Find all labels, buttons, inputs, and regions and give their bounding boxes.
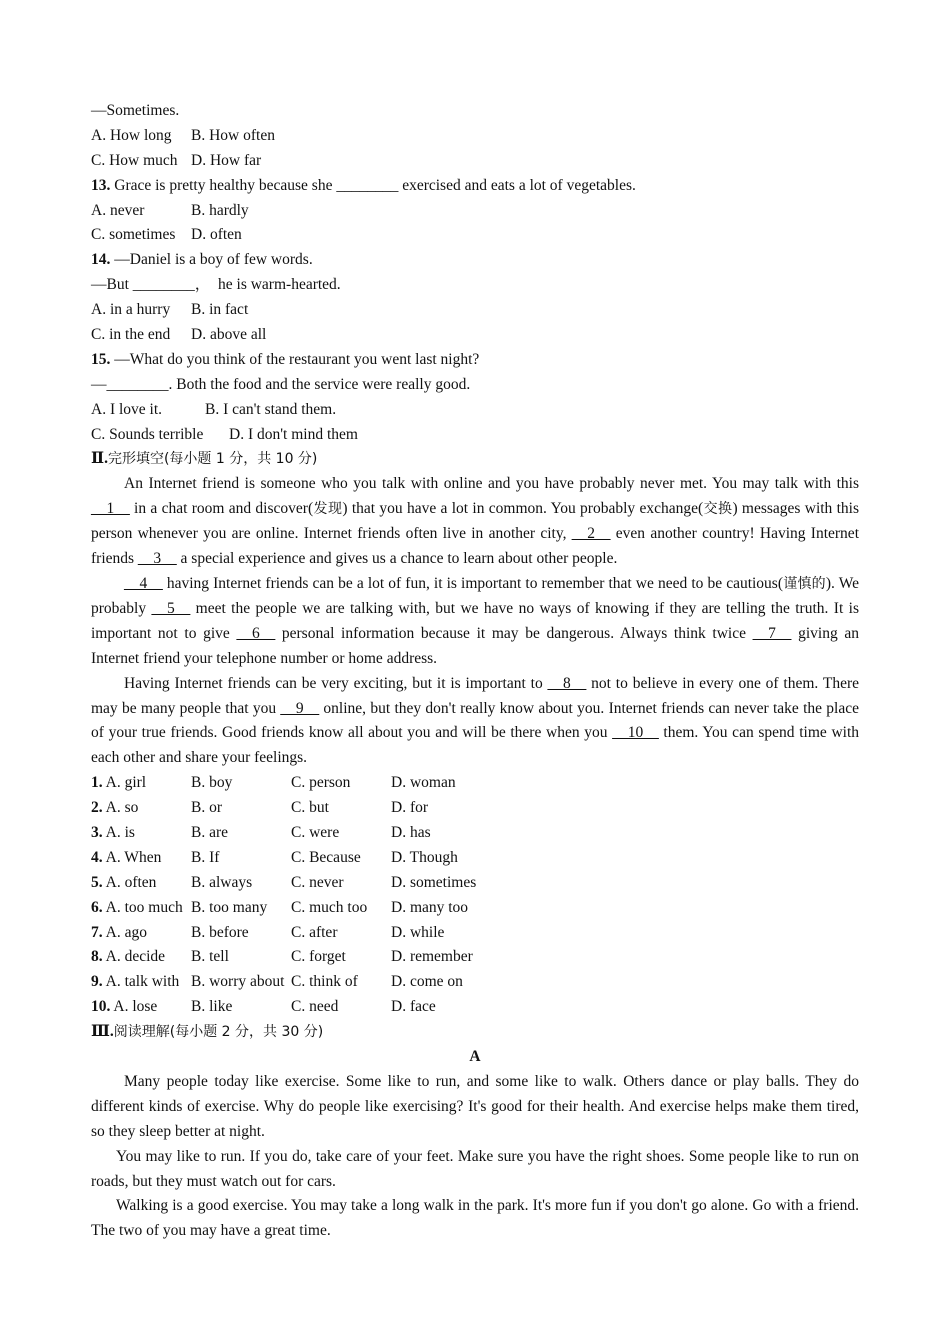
reading-a-heading: A xyxy=(469,1048,481,1066)
option-b: B. always xyxy=(191,873,253,891)
cloze-blank-4: __4__ xyxy=(124,574,163,592)
cloze-text: giving an Internet friend your telephone number or home address. xyxy=(91,624,859,667)
option-b: B. tell xyxy=(191,948,229,966)
section2-score: (每小题 1 分，共 10 分) xyxy=(163,451,318,468)
option-c: C. think of xyxy=(291,973,358,991)
q13-text: Grace is pretty healthy because she ________ exercised and eats a lot of vegetables. xyxy=(110,176,636,194)
cloze-text: ). We probably xyxy=(91,574,860,617)
q14-stem2: —But ________， he is warm-hearted. xyxy=(91,276,341,294)
q13-stem xyxy=(91,174,859,199)
q14-option-d: D. above all xyxy=(191,326,267,344)
option-c: C. were xyxy=(291,824,340,842)
cloze-blank-1: __1__ xyxy=(91,500,130,518)
item-number: 1. xyxy=(91,774,103,792)
cloze-option-row xyxy=(91,945,859,970)
cloze-option-row xyxy=(91,796,859,821)
option-c: C. never xyxy=(291,873,344,891)
option-a-text: A. decide xyxy=(102,948,166,966)
cloze-blank-9: __9__ xyxy=(280,699,320,717)
option-d: D. while xyxy=(391,923,445,941)
q13-number: 13. xyxy=(91,176,111,194)
cloze-blank-6: __6__ xyxy=(236,624,276,642)
cloze-option-row xyxy=(91,771,859,796)
cloze-text: not to believe in every one of them. There may be many people that you xyxy=(91,674,859,717)
q13-options-row1 xyxy=(91,199,859,224)
q13-option-c: C. sometimes xyxy=(91,226,176,244)
option-d: D. woman xyxy=(391,774,456,792)
q14-stem xyxy=(91,248,859,273)
cloze-blank-2: __2__ xyxy=(571,525,611,543)
option-c: C. need xyxy=(291,998,339,1016)
cloze-options xyxy=(91,771,859,1020)
q15-option-c: C. Sounds terrible xyxy=(91,425,204,443)
cloze-paragraph-1 xyxy=(91,472,859,572)
q12-answer: —Sometimes. xyxy=(91,102,180,119)
cloze-text: meet the people we are talking with, but we have no ways of knowing if they are telling the truth. It is important not to give xyxy=(91,599,859,642)
cloze-option-row xyxy=(91,921,859,946)
q15-option-d: D. I don't mind them xyxy=(229,425,358,443)
q12-option-d: D. How far xyxy=(191,151,262,169)
reading-a-paragraph-1: Many people today like exercise. Some like to run, and some like to walk. Others dance or play balls. They do different kinds of exercise. Why do people like exercising? It's good for their health. And exercise helps make them tired, so they sleep better at night. xyxy=(91,1072,859,1140)
option-d: D. many too xyxy=(391,898,469,916)
option-b: B. If xyxy=(191,848,220,866)
option-c: C. much too xyxy=(291,898,368,916)
cloze-text: Having Internet friends can be very exciting, but it is important to xyxy=(124,674,548,692)
option-b: B. before xyxy=(191,923,249,941)
cloze-text: ) messages with this person whenever you are online. Internet friends often live in another city, xyxy=(91,500,860,543)
page-content xyxy=(91,99,859,1244)
option-a-text: A. girl xyxy=(102,774,147,792)
option-d: D. Though xyxy=(391,848,458,866)
q14-number: 14. xyxy=(91,251,111,269)
reading-a-paragraph-3: Walking is a good exercise. You may take a long walk in the park. It's more fun if you don't go alone. Go with a friend. The two of you may have a great time. xyxy=(91,1197,859,1240)
cloze-blank-10: __10__ xyxy=(612,724,659,742)
cloze-option-row xyxy=(91,846,859,871)
q13-option-d: D. often xyxy=(191,226,242,244)
option-a-text: A. lose xyxy=(110,998,158,1016)
option-d: D. for xyxy=(391,799,429,817)
option-a xyxy=(91,821,191,846)
option-c: C. person xyxy=(291,774,351,792)
section3-score: (每小题 2 分，共 30 分) xyxy=(169,1024,324,1041)
option-a-text: A. ago xyxy=(102,923,147,941)
cloze-text: a special experience and gives us a chance to learn about other people. xyxy=(176,550,618,568)
q15-stem2: —________. Both the food and the service were really good. xyxy=(91,375,471,393)
option-a xyxy=(91,995,191,1020)
cloze-text: them. You can spend time with each other and share your feelings. xyxy=(91,724,859,767)
q15-number: 15. xyxy=(91,350,111,368)
cloze-option-row xyxy=(91,970,859,995)
q12-option-a: A. How long xyxy=(91,126,172,144)
option-a xyxy=(91,871,191,896)
option-a xyxy=(91,921,191,946)
option-a xyxy=(91,970,191,995)
option-b: B. or xyxy=(191,799,222,817)
option-a xyxy=(91,846,191,871)
option-b: B. worry about xyxy=(191,973,285,991)
cloze-text: personal information because it may be dangerous. Always think twice xyxy=(275,624,753,642)
item-number: 9. xyxy=(91,973,103,991)
reading-a-paragraph-2: You may like to run. If you do, take care of your feet. Make sure you have the right shoes. Some people like to run on roads, but they must watch out for cars. xyxy=(91,1147,859,1190)
q12-option-b: B. How often xyxy=(191,126,275,144)
option-b: B. boy xyxy=(191,774,233,792)
cloze-blank-3: __3__ xyxy=(137,550,177,568)
option-d: D. sometimes xyxy=(391,873,477,891)
option-a xyxy=(91,945,191,970)
cloze-paragraph-2 xyxy=(91,572,859,672)
q15-option-a: A. I love it. xyxy=(91,400,163,418)
item-number: 10. xyxy=(91,998,111,1016)
option-a-text: A. too much xyxy=(102,898,183,916)
q14-text: —Daniel is a boy of few words. xyxy=(110,251,313,269)
item-number: 2. xyxy=(91,799,103,817)
cloze-paragraph-3 xyxy=(91,672,859,772)
option-b: B. are xyxy=(191,824,229,842)
q14-option-a: A. in a hurry xyxy=(91,301,171,319)
cloze-text: in a chat room and discover( xyxy=(129,500,314,518)
option-d: D. remember xyxy=(391,948,473,966)
cloze-blank-8: __8__ xyxy=(547,674,587,692)
option-b: B. like xyxy=(191,998,233,1016)
cloze-option-row xyxy=(91,821,859,846)
cloze-blank-5: __5__ xyxy=(151,599,191,617)
section3-title: 阅读理解 xyxy=(113,1024,170,1041)
cloze-text: having Internet friends can be a lot of fun, it is important to remember that we need to be cautious( xyxy=(162,574,784,592)
section2-heading xyxy=(91,447,859,472)
option-a-text: A. talk with xyxy=(102,973,180,991)
q13-option-a: A. never xyxy=(91,201,145,219)
q14-option-b: B. in fact xyxy=(191,301,249,319)
option-a xyxy=(91,896,191,921)
option-c: C. but xyxy=(291,799,329,817)
q12-options-row2 xyxy=(91,149,859,174)
cloze-option-row xyxy=(91,896,859,921)
cloze-gloss: 发现 xyxy=(313,501,343,518)
option-a-text: A. When xyxy=(102,848,162,866)
item-number: 7. xyxy=(91,923,103,941)
section3-heading xyxy=(91,1020,859,1045)
option-c: C. after xyxy=(291,923,338,941)
option-d: D. has xyxy=(391,824,431,842)
cloze-gloss: 交换 xyxy=(703,501,733,518)
q14-options-row2 xyxy=(91,323,859,348)
cloze-text: An Internet friend is someone who you talk with online and you have probably never met. You may talk with this xyxy=(124,475,859,493)
option-b: B. too many xyxy=(191,898,268,916)
option-c: C. forget xyxy=(291,948,346,966)
section2-roman: Ⅱ. xyxy=(91,450,108,468)
cloze-text: even another country! Having Internet friends xyxy=(91,525,859,568)
q15-options-row2 xyxy=(91,423,859,448)
item-number: 5. xyxy=(91,873,103,891)
option-a-text: A. often xyxy=(102,873,157,891)
q13-options-row2 xyxy=(91,223,859,248)
q14-options-row1 xyxy=(91,298,859,323)
q15-stem xyxy=(91,348,859,373)
option-a-text: A. so xyxy=(102,799,139,817)
cloze-option-row xyxy=(91,995,859,1020)
q12-options-row1 xyxy=(91,124,859,149)
option-d: D. face xyxy=(391,998,436,1016)
cloze-gloss: 谨慎的 xyxy=(783,575,826,592)
q13-option-b: B. hardly xyxy=(191,201,249,219)
item-number: 4. xyxy=(91,848,103,866)
q12-option-c: C. How much xyxy=(91,151,178,169)
q15-options-row1 xyxy=(91,398,859,423)
q15-text: —What do you think of the restaurant you went last night? xyxy=(110,350,480,368)
cloze-text: ) that you have a lot in common. You probably exchange( xyxy=(342,500,704,518)
option-c: C. Because xyxy=(291,848,361,866)
option-a xyxy=(91,796,191,821)
cloze-option-row xyxy=(91,871,859,896)
cloze-blank-7: __7__ xyxy=(752,624,792,642)
section2-title: 完形填空 xyxy=(107,451,164,468)
item-number: 8. xyxy=(91,948,103,966)
item-number: 3. xyxy=(91,824,103,842)
q15-option-b: B. I can't stand them. xyxy=(205,400,337,418)
option-a-text: A. is xyxy=(102,824,135,842)
option-a xyxy=(91,771,191,796)
q14-option-c: C. in the end xyxy=(91,326,171,344)
cloze-text: online, but they don't really know about you. Internet friends can never take the place of your true friends. Good friends know all about you and will be there when you xyxy=(91,699,859,742)
section3-roman: Ⅲ. xyxy=(91,1023,114,1041)
item-number: 6. xyxy=(91,898,103,916)
option-d: D. come on xyxy=(391,973,463,991)
